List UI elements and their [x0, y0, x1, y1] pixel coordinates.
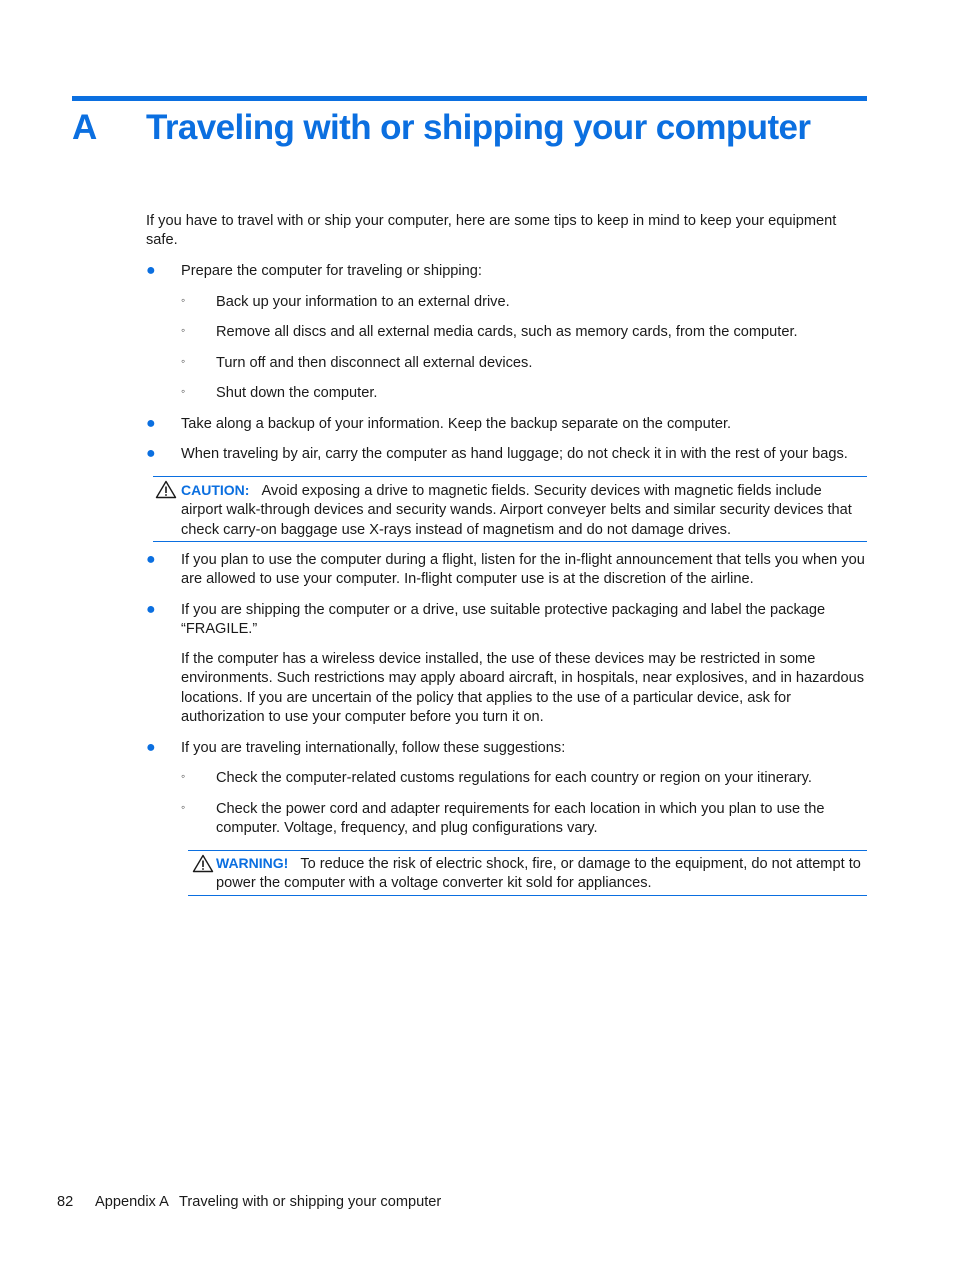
list-item: When traveling by air, carry the computer as hand luggage; do not check it in with the rest of your bags. [181, 446, 848, 462]
sub-bullet-icon: ◦ [181, 769, 186, 783]
list-item-paragraph: If the computer has a wireless device installed, the use of these devices may be restricted in some environments. Such restrictions may apply aboard aircraft, in hospitals, near explosives, and in hazardous locations. If you are uncertain of the policy that applies to the use of a particular device, ask for authorization to use your computer before you turn it on. [181, 651, 865, 726]
list-item: If you plan to use the computer during a flight, listen for the in-flight announcement that tells you when you are allowed to use your computer. In-flight computer use is at the discretion of the airline. [181, 552, 865, 588]
intro-paragraph: If you have to travel with or ship your computer, here are some tips to keep in mind to keep your equipment safe. [146, 213, 837, 249]
footer-section: Appendix A [95, 1194, 169, 1210]
bullet-icon: ● [146, 415, 156, 432]
sub-bullet-icon: ◦ [181, 384, 186, 398]
bullet-icon: ● [146, 551, 156, 568]
chapter-letter: A [72, 108, 98, 147]
warning-triangle-icon [155, 480, 177, 499]
list-item: Prepare the computer for traveling or shipping: [181, 263, 482, 279]
sub-bullet-icon: ◦ [181, 293, 186, 307]
list-item: If you are shipping the computer or a drive, use suitable protective packaging and label the package “FRAGILE.” [181, 602, 826, 638]
sub-list-item: Shut down the computer. [216, 385, 378, 401]
footer-title: Traveling with or shipping your computer [179, 1194, 442, 1210]
warning-notice [188, 850, 867, 896]
caution-text: Avoid exposing a drive to magnetic fields. Security devices with magnetic fields include airport walk-through devices and security wands. Airport conveyer belts and similar security devices that check carry-on baggage use X-rays instead of magnetism and do not damage drives. [181, 483, 852, 538]
bullet-icon: ● [146, 739, 156, 756]
caution-notice [153, 476, 867, 542]
bullet-icon: ● [146, 445, 156, 462]
warning-triangle-icon [192, 854, 214, 873]
bullet-icon: ● [146, 601, 156, 618]
sub-bullet-icon: ◦ [181, 800, 186, 814]
bullet-icon: ● [146, 262, 156, 279]
sub-list-item: Back up your information to an external drive. [216, 294, 510, 310]
warning-label: WARNING! [216, 855, 289, 871]
sub-list-item: Check the power cord and adapter requirements for each location in which you plan to use the computer. Voltage, frequency, and plug configurations vary. [216, 801, 825, 837]
warning-text: To reduce the risk of electric shock, fire, or damage to the equipment, do not attempt to power the computer with a voltage converter kit sold for appliances. [216, 856, 861, 892]
sub-list-item: Check the computer-related customs regulations for each country or region on your itinerary. [216, 770, 812, 786]
list-item: If you are traveling internationally, follow these suggestions: [181, 740, 566, 756]
list-item: Take along a backup of your information. Keep the backup separate on the computer. [181, 416, 732, 432]
page-number: 82 [57, 1194, 74, 1210]
caution-label: CAUTION: [181, 482, 250, 498]
sub-list-item: Turn off and then disconnect all external devices. [216, 355, 533, 371]
chapter-top-rule [72, 96, 867, 101]
chapter-title: Traveling with or shipping your computer [146, 108, 811, 147]
sub-bullet-icon: ◦ [181, 323, 186, 337]
sub-list-item: Remove all discs and all external media cards, such as memory cards, from the computer. [216, 324, 798, 340]
sub-bullet-icon: ◦ [181, 354, 186, 368]
